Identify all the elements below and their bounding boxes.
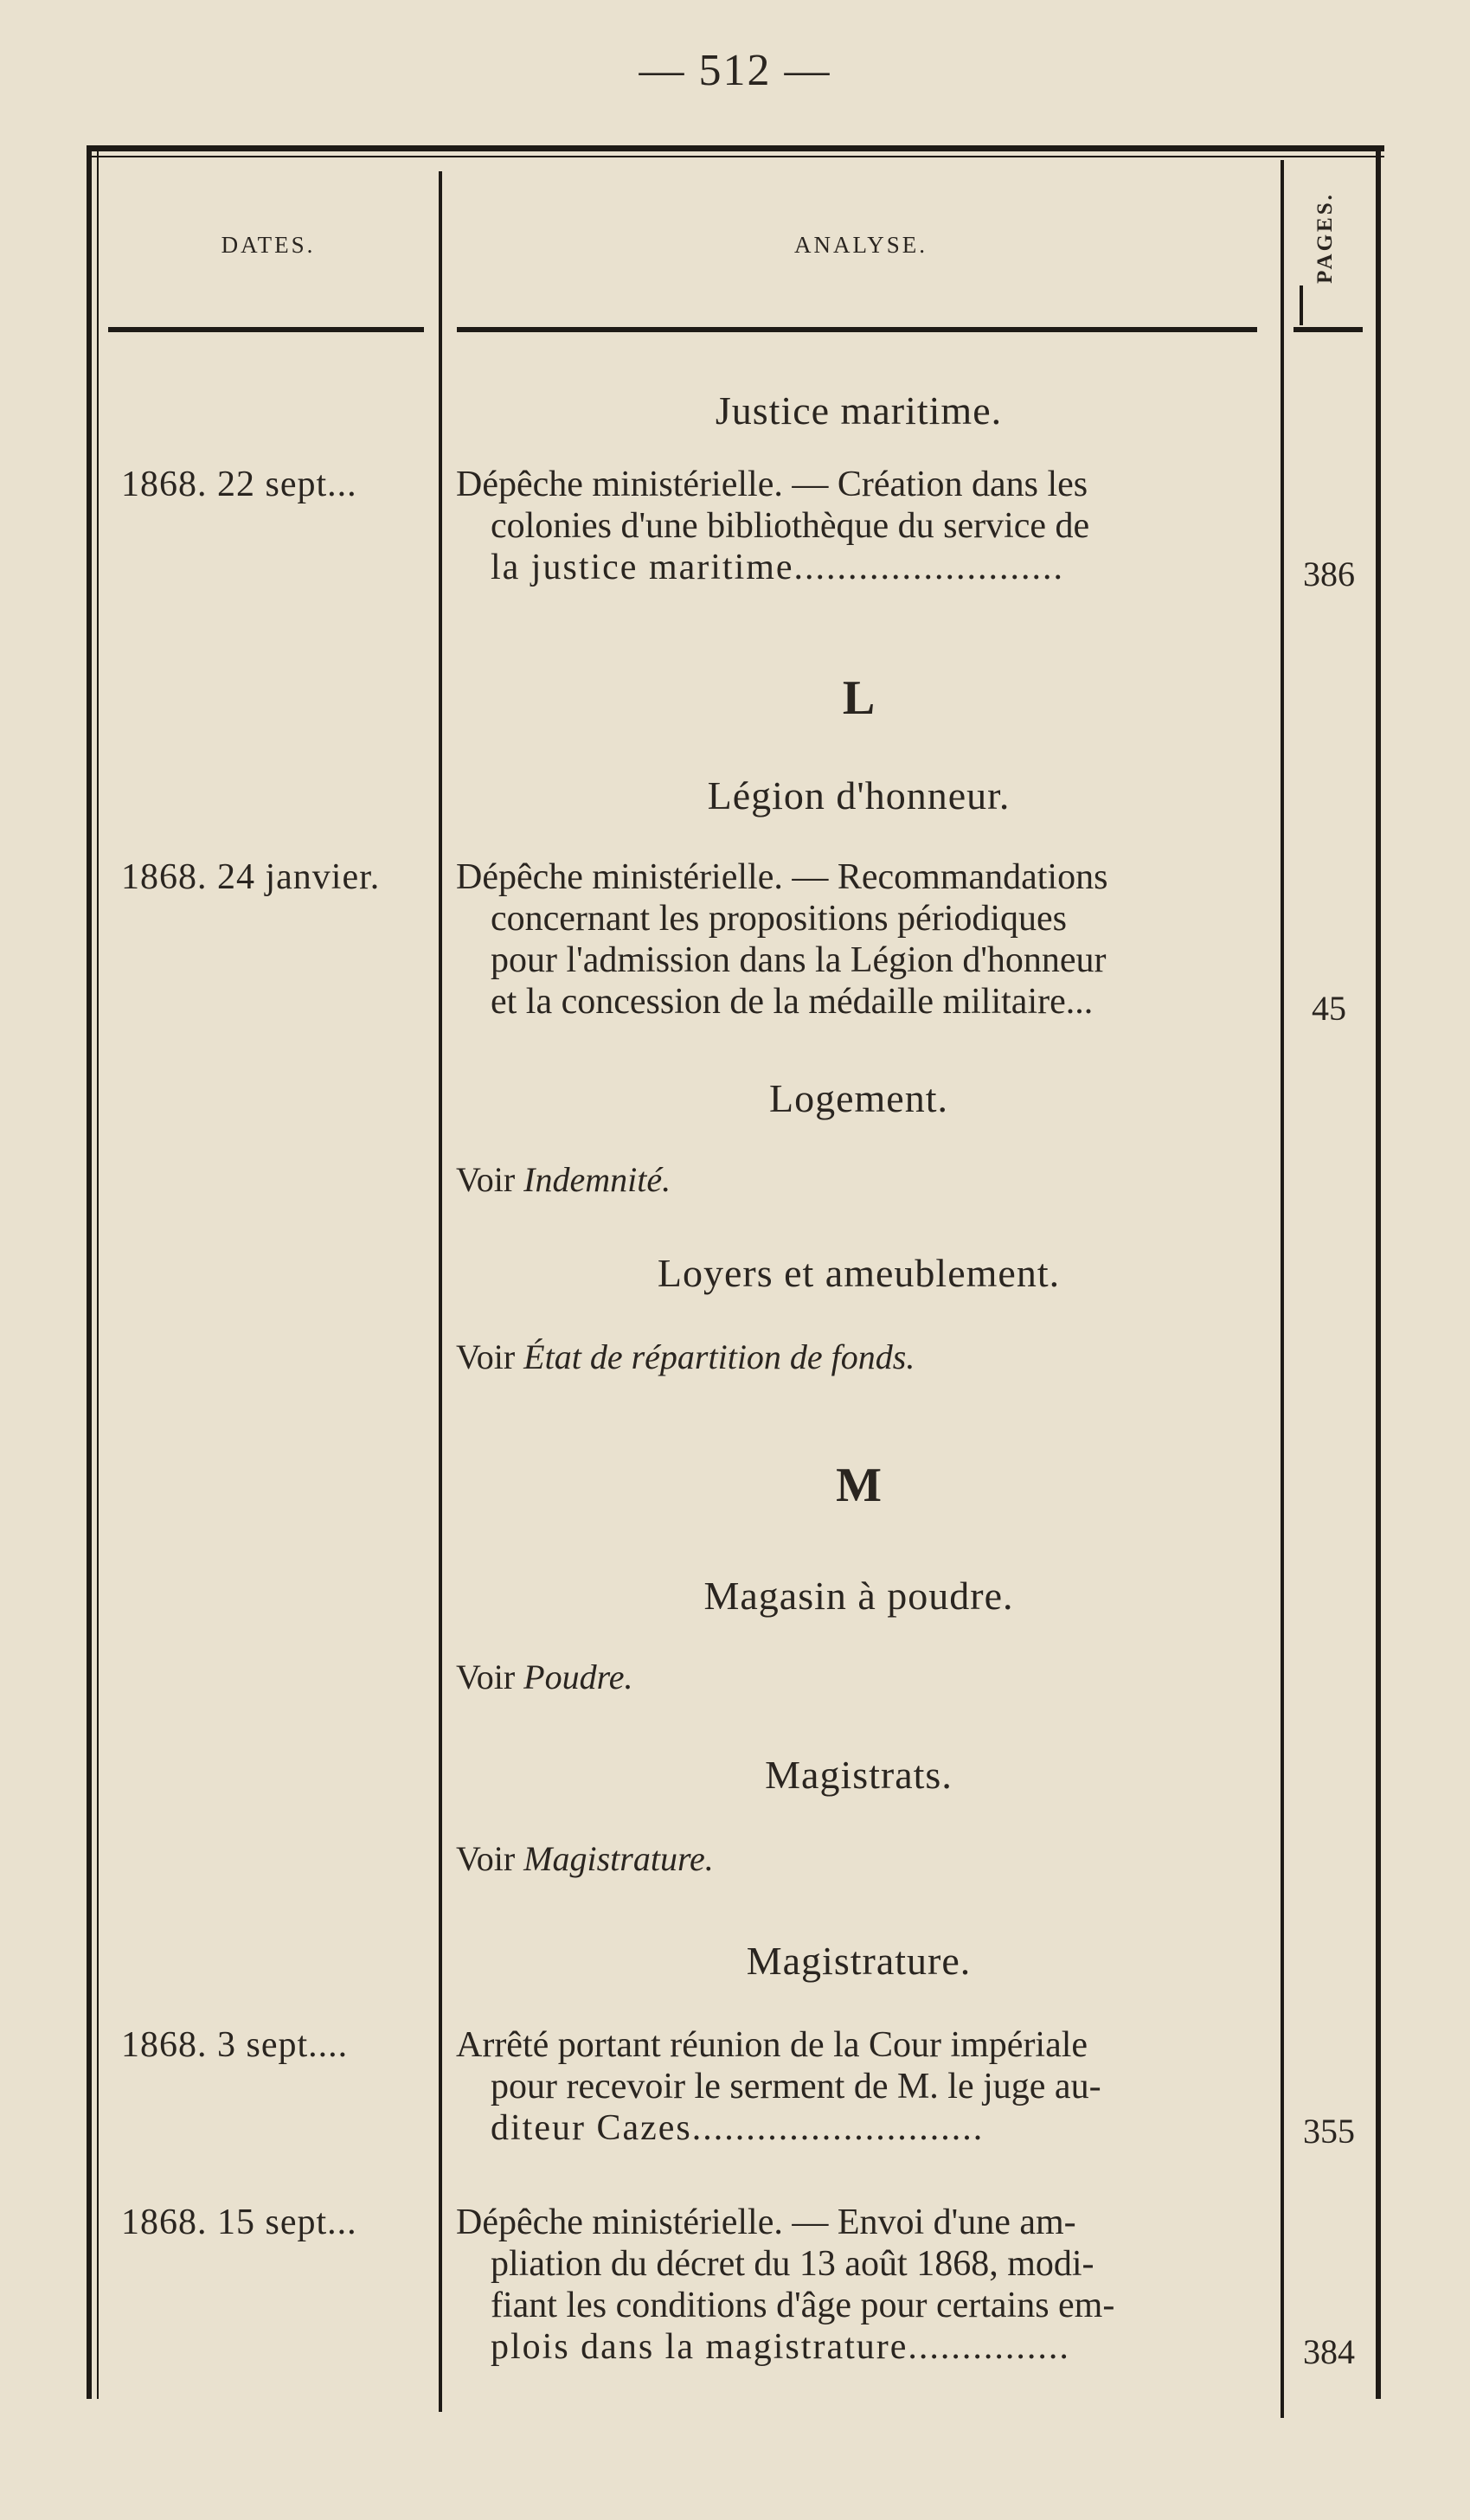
date-legion: 1868. 24 janvier. (121, 857, 381, 897)
entry-line: Dépêche ministérielle. — Recommandations (456, 857, 1108, 897)
pages-header-label: PAGES. (1313, 192, 1337, 284)
heading-magistrats: Magistrats. (765, 1753, 953, 1797)
see-label: Voir (456, 1160, 516, 1199)
page-ref-legion: 45 (1312, 989, 1346, 1028)
see-label: Voir (456, 1658, 516, 1696)
entry-magistrature-1 (456, 2024, 1269, 2149)
see-reference-logement (456, 1159, 671, 1200)
heading-justice-maritime: Justice maritime. (715, 388, 1003, 433)
entry-line: pliation du décret du 13 août 1868, modi- (491, 2244, 1094, 2284)
page-ref-magistrature-2: 384 (1303, 2332, 1355, 2371)
entry-line: plois dans la magistrature............... (491, 2327, 1070, 2367)
date-magistrature-1: 1868. 3 sept.... (121, 2025, 349, 2065)
heading-magasin-poudre: Magasin à poudre. (703, 1574, 1014, 1618)
see-target: Indemnité. (523, 1160, 671, 1199)
divider-pages (1281, 160, 1284, 2418)
entry-line: concernant les propositions périodiques (491, 899, 1068, 939)
heading-logement: Logement. (769, 1076, 948, 1120)
header-underline-analysis (457, 327, 1257, 332)
date-magistrature-2: 1868. 15 sept... (121, 2203, 357, 2242)
header-underline-dates (108, 327, 424, 332)
left-border-inner (97, 151, 99, 2399)
page-number: — 512 — (639, 46, 831, 95)
page-ref-magistrature-1: 355 (1303, 2112, 1355, 2151)
entry-line: colonies d'une bibliothèque du service de (491, 506, 1090, 546)
heading-legion-honneur: Légion d'honneur. (707, 773, 1011, 818)
entry-line: pour l'admission dans la Légion d'honneur (491, 940, 1107, 980)
entry-magistrature-2 (456, 2202, 1269, 2368)
section-letter-l: L (842, 671, 876, 725)
pages-header-mark (1300, 285, 1303, 325)
entry-line: et la concession de la médaille militaire... (491, 982, 1094, 1022)
entry-legion (456, 856, 1269, 1023)
page-ref-justice: 386 (1303, 555, 1355, 593)
left-border (87, 145, 92, 2399)
entry-line: la justice maritime......................... (491, 548, 1065, 587)
see-reference-magasin (456, 1657, 632, 1697)
entry-justice (456, 464, 1269, 588)
entry-line: Dépêche ministérielle. — Envoi d'une am- (456, 2203, 1076, 2242)
see-reference-loyers (456, 1337, 915, 1377)
see-target: Magistrature. (523, 1839, 714, 1878)
section-letter-m: M (836, 1459, 882, 1512)
entry-line: diteur Cazes........................... (491, 2108, 985, 2148)
heading-loyers: Loyers et ameublement. (657, 1251, 1061, 1295)
top-rule-thin (87, 156, 1384, 157)
right-border (1376, 145, 1381, 2399)
heading-magistrature: Magistrature. (746, 1939, 972, 1983)
entry-line: Arrêté portant réunion de la Cour impériale (456, 2025, 1088, 2065)
dates-column-header: DATES. (221, 232, 316, 258)
date-justice: 1868. 22 sept... (121, 465, 357, 504)
entry-line: pour recevoir le serment de M. le juge au- (491, 2067, 1101, 2106)
see-target: Poudre. (523, 1658, 633, 1696)
divider-dates (439, 171, 442, 2412)
analysis-column-header: ANALYSE. (793, 232, 928, 258)
entry-line: Dépêche ministérielle. — Création dans les (456, 465, 1088, 504)
see-label: Voir (456, 1337, 516, 1376)
top-rule (87, 145, 1384, 151)
see-target: État de répartition de fonds. (523, 1337, 915, 1376)
see-reference-magistrats (456, 1838, 714, 1879)
see-label: Voir (456, 1839, 516, 1878)
header-underline-pages (1293, 327, 1363, 332)
pages-column-header (1308, 173, 1343, 303)
entry-line: fiant les conditions d'âge pour certains em- (491, 2286, 1115, 2325)
